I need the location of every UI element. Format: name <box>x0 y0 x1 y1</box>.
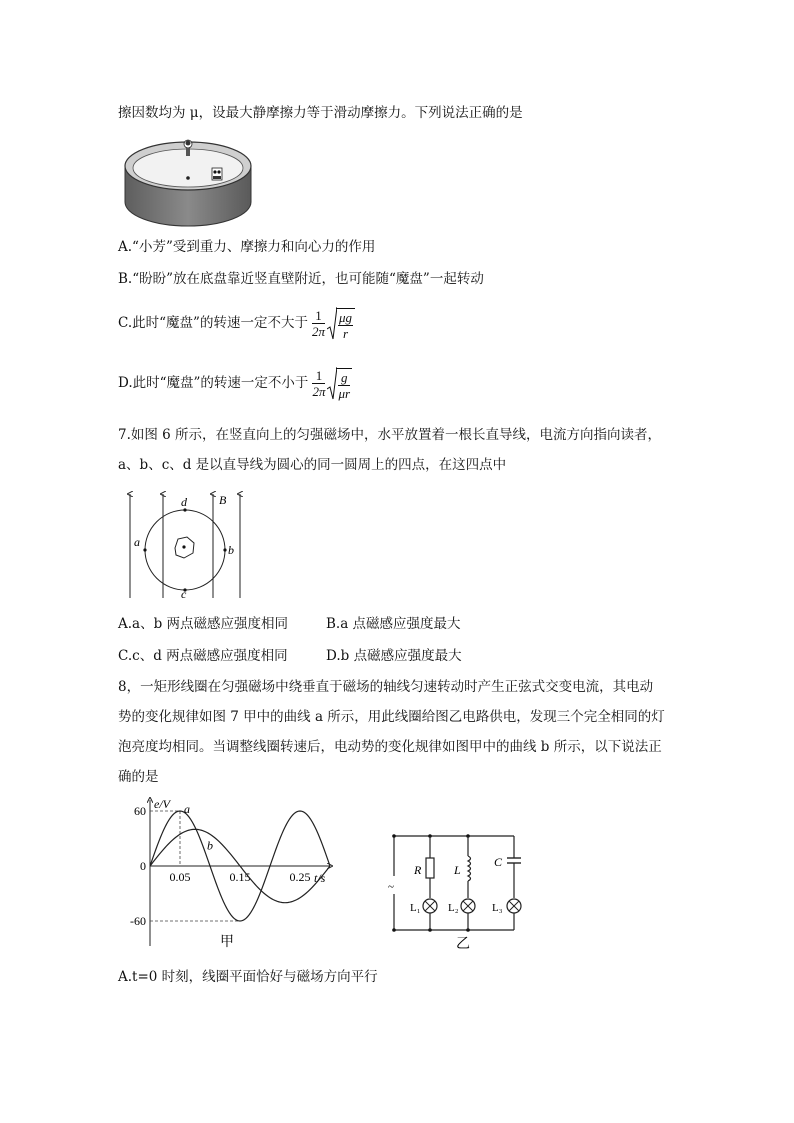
y-axis-label: e/V <box>154 797 170 811</box>
y-tick-label: 0 <box>140 859 146 873</box>
lamp-l2-label: L₂ <box>448 902 459 914</box>
q6-option-c-fraction <box>312 308 325 340</box>
q6-option-c <box>118 306 355 341</box>
q6-option-a: A.“小芳”受到重力、摩擦力和向心力的作用 <box>118 239 376 255</box>
x-tick-label: 0.25 <box>289 870 311 884</box>
resistor-icon <box>426 858 434 878</box>
q7-option-c: C.c、d 两点磁感应强度相同 <box>118 648 288 664</box>
q7-option-d: D.b 点磁感应强度最大 <box>326 648 462 664</box>
curve-a-label: a <box>184 802 190 816</box>
q6-option-d-sqrt <box>327 366 352 401</box>
q6-option-b: B.“盼盼”放在底盘靠近竖直壁附近，也可能随“魔盘”一起转动 <box>118 271 484 287</box>
point-d-label: d <box>181 495 187 509</box>
q6-option-d-text: D.此时“魔盘”的转速一定不小于 <box>118 375 309 392</box>
circuit-figure <box>388 822 538 952</box>
emf-time-chart <box>120 796 340 954</box>
q7-stem-line1: 7.如图 6 所示，在竖直向上的匀强磁场中，水平放置着一根长直导线，电流方向指向读者， <box>118 427 662 443</box>
q7-option-a: A.a、b 两点磁感应强度相同 <box>118 616 289 632</box>
q6-option-d-sqrt-den: μr <box>338 385 351 401</box>
q8-stem-line4: 确的是 <box>118 769 159 785</box>
capacitor-label: C <box>494 855 503 869</box>
q6-option-d <box>118 366 352 401</box>
field-b-label: B <box>219 493 227 507</box>
lamp-l1-label: L₁ <box>410 902 421 914</box>
q6-option-c-sqrt-den: r <box>342 325 349 341</box>
inductor-icon <box>468 856 471 881</box>
q8-stem-line1: 8，一矩形线圈在匀强磁场中绕垂直于磁场的轴线匀速转动时产生正弦式交变电流，其电动 <box>118 679 654 695</box>
q6-option-d-sqrt-num: g <box>338 369 350 386</box>
figure-jia-caption: 甲 <box>220 935 234 950</box>
q6-option-c-sqrt <box>327 306 355 341</box>
x-tick-label: 0.05 <box>169 870 191 884</box>
q8-option-a: A.t=0 时刻，线圈平面恰好与磁场方向平行 <box>118 969 378 985</box>
ac-source-label: ~ <box>388 881 394 893</box>
q7-stem-line2: a、b、c、d 是以直导线为圆心的同一圆周上的四点，在这四点中 <box>118 457 507 473</box>
point-b-label: b <box>228 543 234 557</box>
magnetic-field-figure <box>120 488 250 600</box>
point-a-label: a <box>134 535 140 549</box>
chart-series <box>150 802 330 921</box>
q6-option-c-sqrt-num: μg <box>338 309 352 325</box>
magic-disk-figure <box>120 130 256 230</box>
resistor-label: R <box>414 863 422 877</box>
q8-stem-line2: 势的变化规律如图 7 甲中的曲线 a 所示，用此线圈给图乙电路供电，发现三个完全相同的灯 <box>118 709 665 725</box>
y-tick-label: -60 <box>130 914 146 928</box>
q6-option-c-frac-num: 1 <box>312 308 325 324</box>
q8-stem-line3: 泡亮度均相同。当调整线圈转速后，电动势的变化规律如图甲中的曲线 b 所示，以下说法正 <box>118 739 662 755</box>
q6-stem: 擦因数均为 μ，设最大静摩擦力等于滑动摩擦力。下列说法正确的是 <box>118 105 523 121</box>
q6-option-c-text: C.此时“魔盘”的转速一定不大于 <box>118 315 308 332</box>
inductor-label: L <box>454 863 461 877</box>
curve-b-label: b <box>207 838 213 853</box>
x-tick-label: 0.15 <box>229 870 251 884</box>
q6-option-d-fraction <box>312 368 325 400</box>
x-axis-label: t/s <box>314 871 326 885</box>
q6-option-d-frac-num: 1 <box>312 368 325 384</box>
lamp-l3-label: L₃ <box>492 902 503 914</box>
point-c-label: c <box>181 587 187 600</box>
q6-option-d-frac-den: 2π <box>312 383 326 399</box>
figure-yi-caption: 乙 <box>456 937 470 952</box>
q6-option-c-frac-den: 2π <box>311 323 325 339</box>
q7-option-b: B.a 点磁感应强度最大 <box>326 616 461 632</box>
y-tick-label: 60 <box>134 804 146 818</box>
